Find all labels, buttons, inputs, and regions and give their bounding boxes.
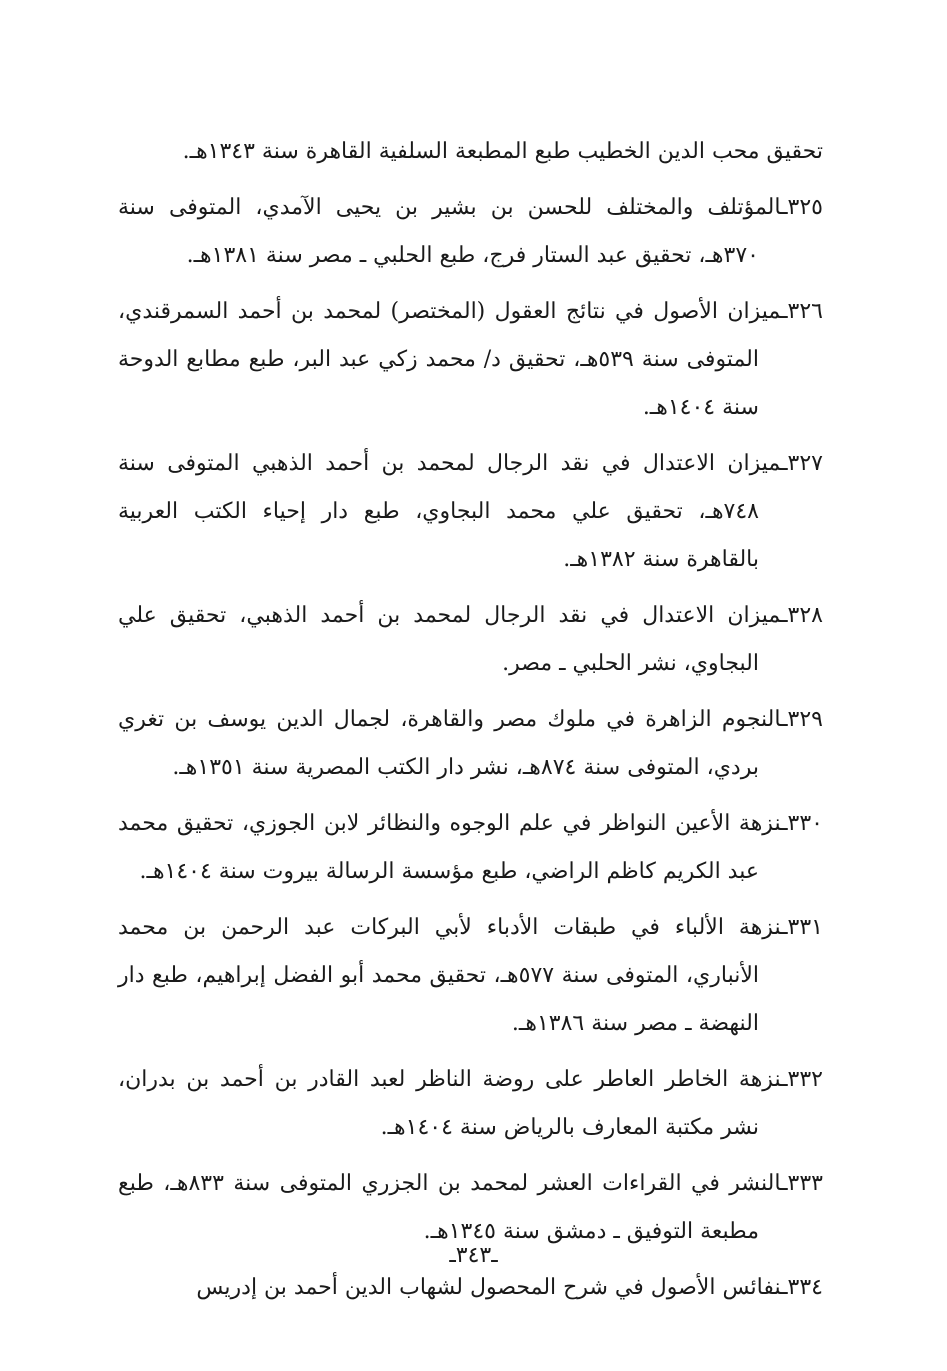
entry-text: ميزان الأصول في نتائج العقول (المختصر) لمحمد بن أحمد السمرقندي، المتوفى سنة ٥٣٩هـ، تحقيق د/ محمد زكي عبد البر، طبع مطابع الدوحة سنة ١٤٠٤هـ. bbox=[118, 299, 782, 420]
entry-number: ٣٢٦ bbox=[787, 299, 823, 324]
entry-text: نزهة الأعين النواظر في علم الوجوه والنظائر لابن الجوزي، تحقيق محمد عبد الكريم كاظم الراضي، طبع مؤسسة الرسالة بيروت سنة ١٤٠٤هـ. bbox=[118, 811, 782, 884]
entry-separator: ـ bbox=[781, 451, 788, 476]
entry-text: النشر في القراءات العشر لمحمد بن الجزري المتوفى سنة ٨٣٣هـ، طبع مطبعة التوفيق ـ دمشق سنة ١٣٤٥هـ. bbox=[118, 1171, 782, 1244]
entry-number: ٣٣٣ bbox=[787, 1171, 823, 1196]
entry-number: ٣٢٨ bbox=[787, 603, 823, 628]
entry-number: ٣٣٤ bbox=[787, 1275, 823, 1300]
entry-text: المؤتلف والمختلف للحسن بن بشير بن يحيى الآمدي، المتوفى سنة ٣٧٠هـ، تحقيق عبد الستار فرج، طبع الحلبي ـ مصر سنة ١٣٨١هـ. bbox=[118, 195, 782, 268]
bibliography-entry bbox=[118, 800, 823, 896]
entry-number: ٣٣١ bbox=[787, 915, 823, 940]
page-number: ـ٣٤٣ـ bbox=[449, 1243, 498, 1268]
bibliography-entry bbox=[118, 592, 823, 688]
bibliography-entry bbox=[118, 696, 823, 792]
entry-text: ميزان الاعتدال في نقد الرجال لمحمد بن أحمد الذهبي، تحقيق علي البجاوي، نشر الحلبي ـ مصر. bbox=[118, 603, 782, 676]
entry-separator: ـ bbox=[781, 299, 788, 324]
entry-separator: ـ bbox=[781, 1275, 788, 1300]
entry-separator: ـ bbox=[781, 603, 788, 628]
bibliography-entry bbox=[118, 904, 823, 1048]
entry-separator: ـ bbox=[781, 811, 788, 836]
bibliography-entry bbox=[118, 184, 823, 280]
entry-separator: ـ bbox=[781, 1171, 788, 1196]
entry-number: ٣٣٠ bbox=[787, 811, 823, 836]
entry-text: ميزان الاعتدال في نقد الرجال لمحمد بن أحمد الذهبي المتوفى سنة ٧٤٨هـ، تحقيق علي محمد البجاوي، طبع دار إحياء الكتب العربية بالقاهرة سنة ١٣٨٢هـ. bbox=[118, 451, 782, 572]
bibliography-entry bbox=[118, 440, 823, 584]
entry-number: ٣٢٧ bbox=[787, 451, 823, 476]
continuation-line: تحقيق محب الدين الخطيب طبع المطبعة السلفية القاهرة سنة ١٣٤٣هـ. bbox=[182, 139, 823, 164]
entry-separator: ـ bbox=[781, 1067, 788, 1092]
entry-text: النجوم الزاهرة في ملوك مصر والقاهرة، لجمال الدين يوسف بن تغري بردي، المتوفى سنة ٨٧٤هـ، نشر دار الكتب المصرية سنة ١٣٥١هـ. bbox=[118, 707, 782, 780]
entry-separator: ـ bbox=[781, 707, 788, 732]
entry-separator: ـ bbox=[781, 195, 788, 220]
entry-separator: ـ bbox=[781, 915, 788, 940]
entry-text: نفائس الأصول في شرح المحصول لشهاب الدين أحمد بن إدريس bbox=[196, 1275, 782, 1300]
entry-number: ٣٣٢ bbox=[787, 1067, 823, 1092]
entry-number: ٣٢٥ bbox=[787, 195, 823, 220]
bibliography-entry bbox=[118, 1056, 823, 1152]
bibliography-text bbox=[118, 128, 823, 1320]
entry-text: نزهة الخاطر العاطر على روضة الناظر لعبد القادر بن أحمد بن بدران، نشر مكتبة المعارف بالرياض سنة ١٤٠٤هـ. bbox=[118, 1067, 782, 1140]
entry-text: نزهة الألباء في طبقات الأدباء لأبي البركات عبد الرحمن بن محمد الأنباري، المتوفى سنة ٥٧٧هـ، تحقيق محمد أبو الفضل إبراهيم، طبع دار النهضة ـ مصر سنة ١٣٨٦هـ. bbox=[118, 915, 782, 1036]
entry-number: ٣٢٩ bbox=[787, 707, 823, 732]
bibliography-entry bbox=[118, 288, 823, 432]
